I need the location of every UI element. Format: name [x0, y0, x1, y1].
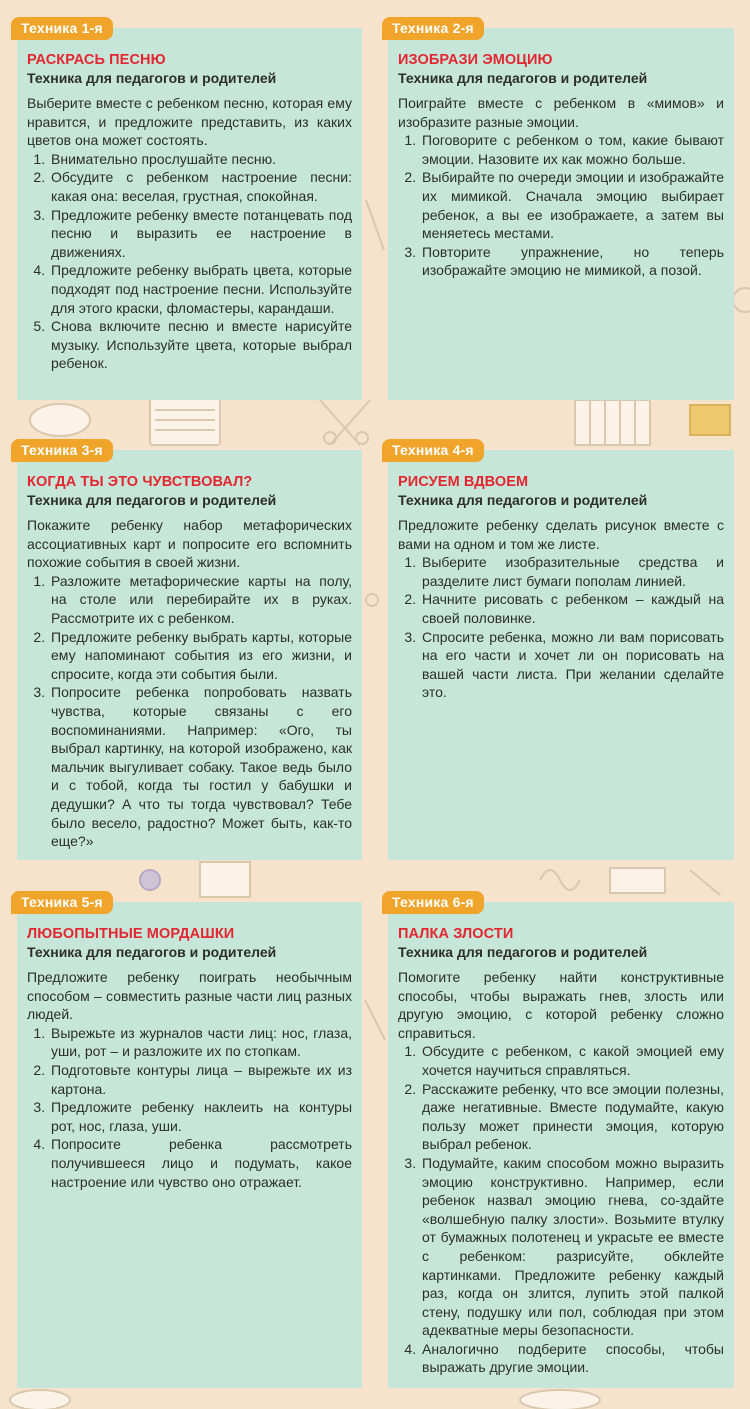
- technique-subtitle: Техника для педагогов и родителей: [398, 70, 648, 86]
- step-item: 3. Предложите ребенку наклеить на контуры рот, нос, глаза, уши.: [49, 1098, 352, 1135]
- technique-subtitle: Техника для педагогов и родителей: [27, 70, 277, 86]
- technique-tag: Техника 1-я: [11, 17, 113, 40]
- technique-intro: Предложите ребенку поиграть необычным способом – совместить разные части лиц разных людей.: [27, 969, 352, 1023]
- step-item: 1. Внимательно прослушайте песню.: [49, 150, 352, 169]
- steps-list: [27, 1024, 352, 1191]
- technique-intro: Поиграйте вместе с ребенком в «мимов» и изобразите разные эмоции.: [398, 95, 724, 130]
- technique-intro: Помогите ребенку найти конструктивные способы, чтобы выражать гнев, злость или другую эмоцию, с которой ребенку сложно справиться.: [398, 969, 724, 1041]
- step-item: 3. Подумайте, каким способом можно выразить эмоцию конструктивно. Например, если ребенок назвал эмоцию гнева, со-здайте «волшебную палку злости». Возьмите втулку от бумажных полотенец и украсьте ее вместе с ребенком: разрисуйте, обклейте картинками. Предложите ребенку каждый раз, когда он злится, лупить этой палкой стену, подушку или пол, соблюдая при этом адекватные меры безопасности.: [420, 1154, 724, 1340]
- step-item: 2. Предложите ребенку выбрать карты, которые ему напоминают события из его жизни, и спросите, когда эти события были.: [49, 628, 352, 684]
- step-item: 5. Снова включите песню и вместе нарисуйте музыку. Используйте цвета, которые выбрал ребенок.: [49, 317, 352, 373]
- technique-card-4: [388, 442, 734, 860]
- steps-list: [398, 1042, 724, 1377]
- step-item: 1. Обсудите с ребенком, с какой эмоцией ему хочется научиться справляться.: [420, 1042, 724, 1079]
- technique-tag: Техника 3-я: [11, 439, 113, 462]
- step-item: 1. Выберите изобразительные средства и разделите лист бумаги пополам линией.: [420, 553, 724, 590]
- step-item: 3. Повторите упражнение, но теперь изображайте эмоцию не мимикой, а позой.: [420, 243, 724, 280]
- technique-intro: Выберите вместе с ребенком песню, которая ему нравится, и предложите представить, из каких цветов она может состоять.: [27, 95, 352, 149]
- step-item: 2. Расскажите ребенку, что все эмоции полезны, даже негативные. Вместе подумайте, какую пользу может принести эмоция, которую выбрал ребенок.: [420, 1080, 724, 1154]
- technique-title: РАСКРАСЬ ПЕСНЮ: [27, 52, 166, 68]
- technique-title: ПАЛКА ЗЛОСТИ: [398, 926, 514, 942]
- technique-intro: Покажите ребенку набор метафорических ассоциативных карт и попросите его вспомнить похожие события в своей жизни.: [27, 517, 352, 571]
- technique-title: ИЗОБРАЗИ ЭМОЦИЮ: [398, 52, 553, 68]
- steps-list: [27, 150, 352, 373]
- steps-list: [398, 131, 724, 280]
- step-item: 4. Аналогично подберите способы, чтобы выражать другие эмоции.: [420, 1340, 724, 1377]
- steps-list: [398, 553, 724, 702]
- steps-list: [27, 572, 352, 851]
- technique-intro: Предложите ребенку сделать рисунок вместе с вами на одном и том же листе.: [398, 517, 724, 552]
- technique-subtitle: Техника для педагогов и родителей: [27, 944, 277, 960]
- technique-title: РИСУЕМ ВДВОЕМ: [398, 474, 529, 490]
- step-item: 3. Попросите ребенка попробовать назвать чувства, которые связаны с его воспоминаниями. Например: «Ого, ты выбрал картинку, на которой изображено, как мальчик выгуливает собаку. Такое ведь было и с тобой, когда ты гостил у бабушки и дедушки? А что ты тогда чувствовал? Тебе было весело, радостно? Может быть, как-то еще?»: [49, 683, 352, 850]
- technique-card-2: [388, 20, 734, 400]
- technique-tag: Техника 5-я: [11, 891, 113, 914]
- step-item: 1. Поговорите с ребенком о том, какие бывают эмоции. Назовите их как можно больше.: [420, 131, 724, 168]
- step-item: 4. Попросите ребенка рассмотреть получившееся лицо и подумать, какое настроение или чувство оно отражает.: [49, 1135, 352, 1191]
- step-item: 2. Подготовьте контуры лица – вырежьте их из картона.: [49, 1061, 352, 1098]
- technique-tag: Техника 4-я: [382, 439, 484, 462]
- technique-card-6: [388, 894, 734, 1388]
- step-item: 3. Предложите ребенку вместе потанцевать под песню и выразить ее настроение в движениях.: [49, 206, 352, 262]
- technique-card-3: [17, 442, 362, 860]
- step-item: 2. Выбирайте по очереди эмоции и изображайте их мимикой. Сначала эмоцию выбирает ребенок, а вы ее изображаете, а затем вы меняетесь местами.: [420, 168, 724, 242]
- technique-tag: Техника 2-я: [382, 17, 484, 40]
- step-item: 4. Предложите ребенку выбрать цвета, которые подходят под настроение песни. Используйте для этого краски, фломастеры, карандаши.: [49, 261, 352, 317]
- technique-subtitle: Техника для педагогов и родителей: [27, 492, 277, 508]
- technique-subtitle: Техника для педагогов и родителей: [398, 492, 648, 508]
- step-item: 1. Разложите метафорические карты на полу, на столе или перебирайте их в руках. Рассмотрите их с ребенком.: [49, 572, 352, 628]
- step-item: 3. Спросите ребенка, можно ли вам порисовать на его части и хочет ли он порисовать на вашей части листа. При желании сделайте это.: [420, 628, 724, 702]
- technique-tag: Техника 6-я: [382, 891, 484, 914]
- step-item: 2. Обсудите с ребенком настроение песни: какая она: веселая, грустная, спокойная.: [49, 168, 352, 205]
- technique-card-1: [17, 20, 362, 400]
- step-item: 2. Начните рисовать с ребенком – каждый на своей половинке.: [420, 590, 724, 627]
- technique-subtitle: Техника для педагогов и родителей: [398, 944, 648, 960]
- technique-card-5: [17, 894, 362, 1388]
- technique-title: КОГДА ТЫ ЭТО ЧУВСТВОВАЛ?: [27, 474, 253, 490]
- technique-title: ЛЮБОПЫТНЫЕ МОРДАШКИ: [27, 926, 235, 942]
- step-item: 1. Вырежьте из журналов части лиц: нос, глаза, уши, рот – и разложите их по стопкам.: [49, 1024, 352, 1061]
